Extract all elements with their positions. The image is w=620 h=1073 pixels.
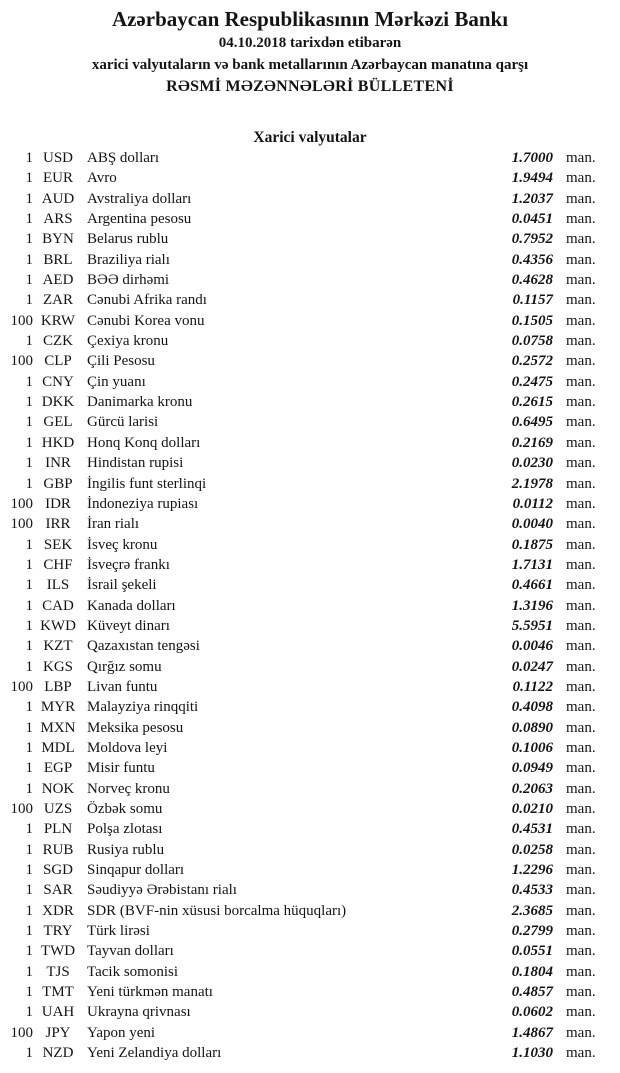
unit-cell: man. [566, 414, 596, 431]
unit-cell: man. [566, 556, 596, 573]
currency-code-cell: TJS [46, 963, 70, 980]
currency-row [0, 455, 620, 475]
quantity-cell: 100 [10, 678, 33, 695]
rate-value-cell: 0.0040 [511, 516, 553, 533]
quantity-cell: 1 [25, 455, 33, 472]
unit-cell: man. [566, 780, 596, 797]
currency-name-cell: Ukrayna qrivnası [87, 1004, 191, 1021]
unit-cell: man. [566, 923, 596, 940]
currency-name-cell: Hindistan rupisi [87, 455, 184, 472]
currency-name-cell: Çin yuanı [87, 373, 146, 390]
rate-value-cell: 0.0210 [511, 801, 553, 817]
currency-code-cell: BYN [42, 231, 74, 248]
currency-name-cell: Çili Pesosu [87, 353, 155, 370]
currency-code-cell: ZAR [43, 292, 73, 309]
currency-row [0, 374, 620, 394]
currency-row [0, 598, 620, 618]
currency-name-cell: Honq Konq dolları [87, 434, 201, 451]
rate-value-cell: 1.3196 [511, 597, 553, 614]
unit-cell: man. [566, 170, 596, 187]
currency-name-cell: Kanada dolları [87, 597, 176, 614]
currency-code-cell: GBP [43, 475, 73, 492]
currency-name-cell: BƏƏ dirhəmi [87, 272, 170, 289]
currency-row [0, 1004, 620, 1024]
currency-code-cell: NZD [42, 1045, 74, 1062]
rate-value-cell: 0.0112 [512, 495, 553, 512]
currency-code-cell: ILS [46, 577, 70, 594]
currency-row [0, 740, 620, 760]
unit-cell: man. [566, 231, 596, 248]
unit-cell: man. [566, 841, 596, 858]
currency-row [0, 516, 620, 536]
currency-code-cell: CHF [43, 556, 73, 573]
currency-name-cell: Cənubi Korea vonu [87, 312, 205, 329]
currency-row [0, 943, 620, 963]
unit-cell: man. [566, 678, 596, 695]
currency-name-cell: Rusiya rublu [87, 841, 165, 858]
currency-name-cell: Misir funtu [87, 760, 155, 777]
quantity-cell: 1 [25, 190, 33, 207]
quantity-cell: 1 [25, 943, 33, 960]
unit-cell: man. [566, 719, 596, 736]
rate-value-cell: 0.2169 [511, 434, 553, 451]
currency-code-cell: MYR [40, 699, 76, 716]
currency-name-cell: Küveyt dinarı [87, 617, 170, 634]
currency-row [0, 903, 620, 923]
rate-value-cell: 1.1030 [511, 1045, 553, 1062]
rate-value-cell: 0.4857 [511, 984, 553, 1001]
subject-line: xarici valyutaların və bank metallarının Azərbaycan manatına qarşı [91, 57, 529, 73]
currency-row [0, 760, 620, 780]
quantity-cell: 1 [25, 658, 33, 675]
rate-value-cell: 0.4356 [511, 251, 553, 268]
quantity-cell: 1 [25, 394, 33, 411]
currency-row [0, 231, 620, 251]
currency-name-cell: İndoneziya rupiası [87, 495, 199, 512]
rate-value-cell: 0.6495 [511, 414, 553, 431]
currency-code-cell: AUD [41, 190, 75, 207]
currency-code-cell: SEK [43, 536, 73, 553]
quantity-cell: 1 [25, 862, 33, 879]
quantity-cell: 100 [10, 801, 33, 817]
unit-cell: man. [566, 638, 596, 655]
currency-code-cell: BRL [43, 251, 73, 268]
quantity-cell: 1 [25, 923, 33, 940]
rate-value-cell: 0.1157 [512, 292, 553, 309]
currency-name-cell: Özbək somu [87, 801, 163, 817]
currency-name-cell: Cənubi Afrika randı [87, 292, 207, 309]
currency-row [0, 557, 620, 577]
currency-row [0, 781, 620, 801]
unit-cell: man. [566, 394, 596, 411]
currency-code-cell: MDL [41, 739, 75, 756]
quantity-cell: 1 [25, 272, 33, 289]
currency-row [0, 313, 620, 333]
quantity-cell: 1 [25, 841, 33, 858]
currency-row [0, 435, 620, 455]
currency-name-cell: Gürcü larisi [87, 414, 159, 431]
rate-value-cell: 1.7131 [511, 556, 553, 573]
currency-name-cell: Malayziya rinqqiti [87, 699, 199, 716]
bank-title: Azərbaycan Respublikasının Mərkəzi Bankı [111, 7, 509, 31]
unit-cell: man. [566, 251, 596, 268]
currency-code-cell: IRR [45, 516, 71, 533]
currency-code-cell: EUR [43, 170, 73, 187]
currency-name-cell: Çexiya kronu [87, 333, 169, 350]
currency-name-cell: İngilis funt sterlinqi [87, 475, 207, 492]
currency-name-cell: SDR (BVF-nin xüsusi borcalma hüquqları) [87, 902, 347, 919]
currency-code-cell: RUB [42, 841, 74, 858]
currency-code-cell: UAH [41, 1004, 75, 1021]
currency-row [0, 659, 620, 679]
currency-code-cell: UZS [43, 801, 73, 817]
unit-cell: man. [566, 577, 596, 594]
rate-value-cell: 0.0247 [511, 658, 553, 675]
quantity-cell: 1 [25, 719, 33, 736]
quantity-cell: 1 [25, 231, 33, 248]
unit-cell: man. [566, 312, 596, 329]
currency-name-cell: İsrail şekeli [87, 577, 157, 594]
currency-row [0, 496, 620, 516]
quantity-cell: 1 [25, 699, 33, 716]
currency-row [0, 964, 620, 984]
rate-value-cell: 0.2572 [511, 353, 553, 370]
quantity-cell: 1 [25, 414, 33, 431]
quantity-cell: 1 [25, 780, 33, 797]
rate-value-cell: 1.2296 [511, 862, 553, 879]
currency-row [0, 252, 620, 272]
currency-code-cell: USD [42, 150, 73, 166]
rate-value-cell: 0.2063 [511, 780, 553, 797]
rate-value-cell: 1.7000 [511, 150, 553, 166]
currency-name-cell: Yeni Zelandiya dolları [87, 1045, 222, 1062]
currency-code-cell: TWD [40, 943, 76, 960]
quantity-cell: 1 [25, 963, 33, 980]
rate-value-cell: 0.0602 [511, 1004, 553, 1021]
currency-row [0, 679, 620, 699]
rate-value-cell: 1.2037 [511, 190, 553, 207]
currency-code-cell: EGP [43, 760, 73, 777]
currency-code-cell: CNY [42, 373, 74, 390]
currency-row [0, 1045, 620, 1065]
unit-cell: man. [566, 882, 596, 899]
currency-name-cell: Meksika pesosu [87, 719, 184, 736]
unit-cell: man. [566, 475, 596, 492]
currency-name-cell: Braziliya rialı [87, 251, 170, 268]
quantity-cell: 1 [25, 902, 33, 919]
quantity-cell: 1 [25, 1045, 33, 1062]
currency-name-cell: İran rialı [87, 516, 140, 533]
currency-code-cell: SAR [43, 882, 73, 899]
quantity-cell: 100 [10, 516, 33, 533]
currency-name-cell: Avstraliya dolları [87, 190, 192, 207]
unit-cell: man. [566, 455, 596, 472]
unit-cell: man. [566, 902, 596, 919]
quantity-cell: 100 [10, 353, 33, 370]
quantity-cell: 1 [25, 292, 33, 309]
currency-code-cell: PLN [43, 821, 73, 838]
rate-value-cell: 0.4661 [511, 577, 553, 594]
rate-value-cell: 0.0258 [511, 841, 553, 858]
unit-cell: man. [566, 984, 596, 1001]
currency-name-cell: Belarus rublu [87, 231, 169, 248]
unit-cell: man. [566, 597, 596, 614]
currency-name-cell: Danimarka kronu [87, 394, 193, 411]
currency-name-cell: Tayvan dolları [87, 943, 174, 960]
currency-row [0, 842, 620, 862]
currency-name-cell: Argentina pesosu [87, 211, 192, 228]
unit-cell: man. [566, 516, 596, 533]
unit-cell: man. [566, 150, 596, 166]
unit-cell: man. [566, 943, 596, 960]
currency-name-cell: Avro [87, 170, 117, 187]
quantity-cell: 100 [10, 312, 33, 329]
document-header [0, 6, 620, 98]
currency-code-cell: KGS [42, 658, 73, 675]
currency-code-cell: ARS [43, 211, 73, 228]
currency-code-cell: KZT [43, 638, 73, 655]
currency-row [0, 353, 620, 373]
currency-row [0, 720, 620, 740]
currency-code-cell: CZK [43, 333, 73, 350]
currency-code-cell: KRW [40, 312, 76, 329]
rate-value-cell: 0.2475 [511, 373, 553, 390]
currency-row [0, 211, 620, 231]
quantity-cell: 1 [25, 638, 33, 655]
rate-value-cell: 0.2615 [511, 394, 553, 411]
currency-code-cell: HKD [41, 434, 75, 451]
quantity-cell: 1 [25, 597, 33, 614]
currency-name-cell: Moldova leyi [87, 739, 168, 756]
unit-cell: man. [566, 739, 596, 756]
rate-value-cell: 0.0046 [511, 638, 553, 655]
currency-code-cell: CAD [42, 597, 74, 614]
currency-name-cell: Livan funtu [87, 678, 158, 695]
currency-row [0, 699, 620, 719]
currency-code-cell: TRY [43, 923, 73, 940]
currency-row [0, 292, 620, 312]
rate-value-cell: 2.1978 [511, 475, 553, 492]
unit-cell: man. [566, 292, 596, 309]
bulletin-title: RƏSMİ MƏZƏNNƏLƏRİ BÜLLETENİ [166, 78, 454, 95]
unit-cell: man. [566, 272, 596, 289]
rate-value-cell: 2.3685 [511, 902, 553, 919]
unit-cell: man. [566, 760, 596, 777]
currency-name-cell: Qırğız somu [87, 658, 162, 675]
rate-value-cell: 0.2799 [511, 923, 553, 940]
currency-row [0, 984, 620, 1004]
unit-cell: man. [566, 801, 596, 817]
unit-cell: man. [566, 373, 596, 390]
currency-code-cell: IDR [45, 495, 71, 512]
unit-cell: man. [566, 1004, 596, 1021]
currency-code-cell: NOK [41, 780, 75, 797]
currency-code-cell: KWD [40, 617, 76, 634]
rate-value-cell: 0.1122 [512, 678, 553, 695]
rate-value-cell: 0.1006 [511, 739, 553, 756]
quantity-cell: 100 [10, 495, 33, 512]
currency-name-cell: Tacik somonisi [87, 963, 179, 980]
quantity-cell: 1 [25, 150, 33, 166]
currency-row [0, 882, 620, 902]
quantity-cell: 1 [25, 434, 33, 451]
currency-row [0, 170, 620, 190]
quantity-cell: 1 [25, 882, 33, 899]
currency-name-cell: Yeni türkmən manatı [87, 984, 213, 1001]
currency-code-cell: SGD [42, 862, 73, 879]
rate-value-cell: 0.4531 [511, 821, 553, 838]
unit-cell: man. [566, 434, 596, 451]
currency-row [0, 801, 620, 821]
unit-cell: man. [566, 658, 596, 675]
currency-name-cell: Səudiyyə Ərəbistanı rialı [87, 882, 237, 899]
quantity-cell: 1 [25, 577, 33, 594]
quantity-cell: 1 [25, 475, 33, 492]
currency-name-cell: Yapon yeni [87, 1024, 156, 1041]
currency-row [0, 476, 620, 496]
rate-value-cell: 0.4533 [511, 882, 553, 899]
currency-code-cell: MXN [40, 719, 76, 736]
currency-name-cell: İsveç kronu [87, 536, 158, 553]
currency-row [0, 414, 620, 434]
currency-code-cell: AED [42, 272, 74, 289]
unit-cell: man. [566, 190, 596, 207]
currency-name-cell: ABŞ dolları [87, 150, 160, 166]
currency-name-cell: Türk lirəsi [87, 923, 150, 940]
currency-name-cell: Qazaxıstan tengəsi [87, 638, 200, 655]
quantity-cell: 1 [25, 617, 33, 634]
quantity-cell: 1 [25, 1004, 33, 1021]
rate-value-cell: 0.7952 [511, 231, 553, 248]
rate-value-cell: 1.4867 [511, 1024, 553, 1041]
unit-cell: man. [566, 699, 596, 716]
currency-row [0, 821, 620, 841]
rate-value-cell: 0.0551 [511, 943, 553, 960]
unit-cell: man. [566, 495, 596, 512]
currency-code-cell: DKK [41, 394, 75, 411]
section-title-foreign-currencies: Xarici valyutalar [253, 129, 367, 146]
currency-row [0, 862, 620, 882]
currency-name-cell: İsveçrə frankı [87, 556, 170, 573]
quantity-cell: 1 [25, 984, 33, 1001]
currency-code-cell: LBP [44, 678, 72, 695]
rate-value-cell: 0.0451 [511, 211, 553, 228]
rate-value-cell: 0.1875 [511, 536, 553, 553]
currency-code-cell: XDR [42, 902, 74, 919]
quantity-cell: 1 [25, 760, 33, 777]
unit-cell: man. [566, 821, 596, 838]
currency-code-cell: TMT [42, 984, 74, 1001]
unit-cell: man. [566, 536, 596, 553]
unit-cell: man. [566, 1045, 596, 1062]
quantity-cell: 1 [25, 536, 33, 553]
currency-row [0, 537, 620, 557]
quantity-cell: 1 [25, 373, 33, 390]
unit-cell: man. [566, 211, 596, 228]
currency-row [0, 333, 620, 353]
currency-code-cell: INR [45, 455, 71, 472]
rate-value-cell: 0.0949 [511, 760, 553, 777]
currency-row [0, 394, 620, 414]
currency-row [0, 618, 620, 638]
currency-code-cell: JPY [45, 1024, 71, 1041]
currency-row [0, 1025, 620, 1045]
currency-code-cell: GEL [43, 414, 73, 431]
unit-cell: man. [566, 617, 596, 634]
quantity-cell: 1 [25, 251, 33, 268]
rate-value-cell: 0.0230 [511, 455, 553, 472]
currency-row [0, 150, 620, 170]
currency-name-cell: Polşa zlotası [87, 821, 163, 838]
rate-value-cell: 1.9494 [511, 170, 553, 187]
unit-cell: man. [566, 963, 596, 980]
unit-cell: man. [566, 1024, 596, 1041]
currency-row [0, 577, 620, 597]
effective-date-line: 04.10.2018 tarixdən etibarən [218, 35, 402, 51]
quantity-cell: 1 [25, 739, 33, 756]
unit-cell: man. [566, 333, 596, 350]
quantity-cell: 1 [25, 556, 33, 573]
currency-name-cell: Sinqapur dolları [87, 862, 185, 879]
currency-code-cell: CLP [44, 353, 72, 370]
currency-name-cell: Norveç kronu [87, 780, 170, 797]
rate-value-cell: 0.0758 [511, 333, 553, 350]
currency-row [0, 272, 620, 292]
currency-row [0, 638, 620, 658]
unit-cell: man. [566, 353, 596, 370]
rate-value-cell: 0.0890 [511, 719, 553, 736]
quantity-cell: 100 [10, 1024, 33, 1041]
quantity-cell: 1 [25, 211, 33, 228]
quantity-cell: 1 [25, 170, 33, 187]
rate-value-cell: 0.1804 [511, 963, 553, 980]
quantity-cell: 1 [25, 333, 33, 350]
rate-value-cell: 5.5951 [511, 617, 553, 634]
rate-value-cell: 0.4628 [511, 272, 553, 289]
rate-value-cell: 0.1505 [511, 312, 553, 329]
exchange-rates-table [0, 150, 620, 1065]
currency-row [0, 191, 620, 211]
rate-value-cell: 0.4098 [511, 699, 553, 716]
unit-cell: man. [566, 862, 596, 879]
quantity-cell: 1 [25, 821, 33, 838]
currency-row [0, 923, 620, 943]
